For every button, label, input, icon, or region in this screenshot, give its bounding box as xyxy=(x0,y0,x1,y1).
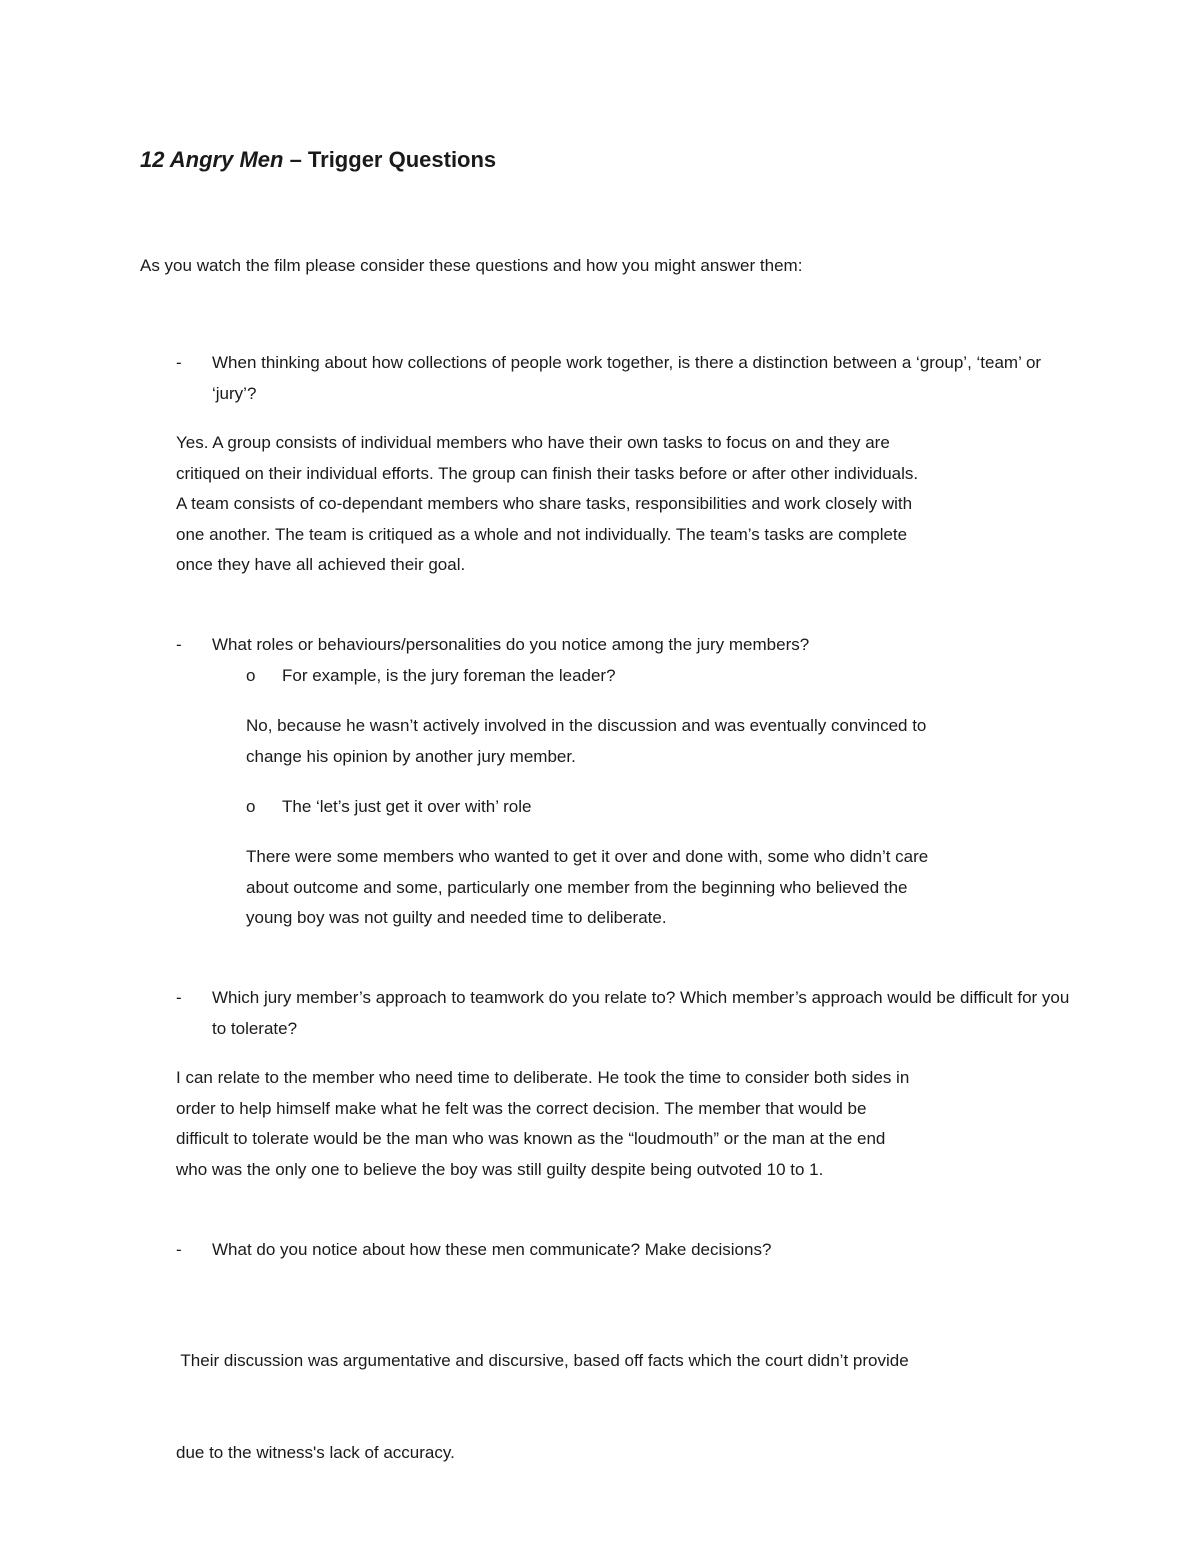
answer-1-line: one another. The team is critiqued as a whole and not individually. The team’s tasks are complete xyxy=(176,524,908,544)
sub-question-2-text: The ‘let’s just get it over with’ role xyxy=(282,797,532,816)
question-2 xyxy=(176,630,1072,661)
question-1 xyxy=(176,348,1072,409)
sub-answer-1-line: No, because he wasn’t actively involved in the discussion and was eventually convinced to xyxy=(246,716,927,735)
sub-question-2 xyxy=(246,792,531,822)
sub-question-1-text: For example, is the jury foreman the leader? xyxy=(282,666,616,685)
answer-1 xyxy=(176,428,918,581)
answer-1-line: Yes. A group consists of individual members who have their own tasks to focus on and they are xyxy=(176,433,890,452)
sub-answer-2-line: about outcome and some, particularly one member from the beginning who believed the xyxy=(246,877,908,897)
answer-3-line: who was the only one to believe the boy was still guilty despite being outvoted 10 to 1. xyxy=(176,1159,824,1179)
dash-bullet: - xyxy=(176,353,182,372)
document-title xyxy=(140,144,496,176)
answer-3-line: order to help himself make what he felt was the correct decision. The member that would be xyxy=(176,1098,867,1118)
question-4-text: What do you notice about how these men communicate? Make decisions? xyxy=(212,1240,772,1259)
dash-bullet: - xyxy=(176,988,182,1007)
question-4 xyxy=(176,1235,1072,1266)
answer-1-line: A team consists of co-dependant members who share tasks, responsibilities and work closely with xyxy=(176,494,913,513)
intro-text: As you watch the film please consider these questions and how you might answer them: xyxy=(140,256,803,275)
answer-3-line: difficult to tolerate would be the man who was known as the “loudmouth” or the man at the end xyxy=(176,1129,886,1148)
sub-answer-1-line: change his opinion by another jury member. xyxy=(246,746,576,766)
dash-bullet: - xyxy=(176,635,182,654)
sub-bullet: o xyxy=(246,666,256,685)
question-3-text: Which jury member’s approach to teamwork do you relate to? Which member’s approach would be difficult for you to tolerate? xyxy=(212,988,1070,1038)
film-title: 12 Angry Men xyxy=(140,147,284,172)
sub-answer-2-line: young boy was not guilty and needed time to deliberate. xyxy=(246,908,667,927)
answer-1-line: critiqued on their individual efforts. The group can finish their tasks before or after other individuals. xyxy=(176,463,919,483)
question-3 xyxy=(176,983,1072,1044)
sub-answer-2 xyxy=(246,842,928,934)
dash-bullet: - xyxy=(176,1240,182,1259)
sub-answer-1 xyxy=(246,711,926,772)
answer-4-line: due to the witness's lack of accuracy. xyxy=(176,1442,455,1462)
question-1-text: When thinking about how collections of people work together, is there a distinction between a ‘group’, ‘team’ or ‘jury’? xyxy=(212,353,1042,403)
answer-1-line: once they have all achieved their goal. xyxy=(176,555,466,574)
sub-bullet: o xyxy=(246,797,256,816)
answer-3-line: I can relate to the member who need time to deliberate. He took the time to consider both sides in xyxy=(176,1068,910,1087)
answer-4-line: Their discussion was argumentative and discursive, based off facts which the court didn’t provide xyxy=(176,1351,909,1370)
answer-4 xyxy=(176,1285,909,1529)
title-suffix: – Trigger Questions xyxy=(283,147,497,172)
answer-3 xyxy=(176,1063,909,1185)
sub-question-1 xyxy=(246,661,616,691)
sub-answer-2-line: There were some members who wanted to get it over and done with, some who didn’t care xyxy=(246,847,929,866)
question-2-text: What roles or behaviours/personalities do you notice among the jury members? xyxy=(212,635,810,654)
